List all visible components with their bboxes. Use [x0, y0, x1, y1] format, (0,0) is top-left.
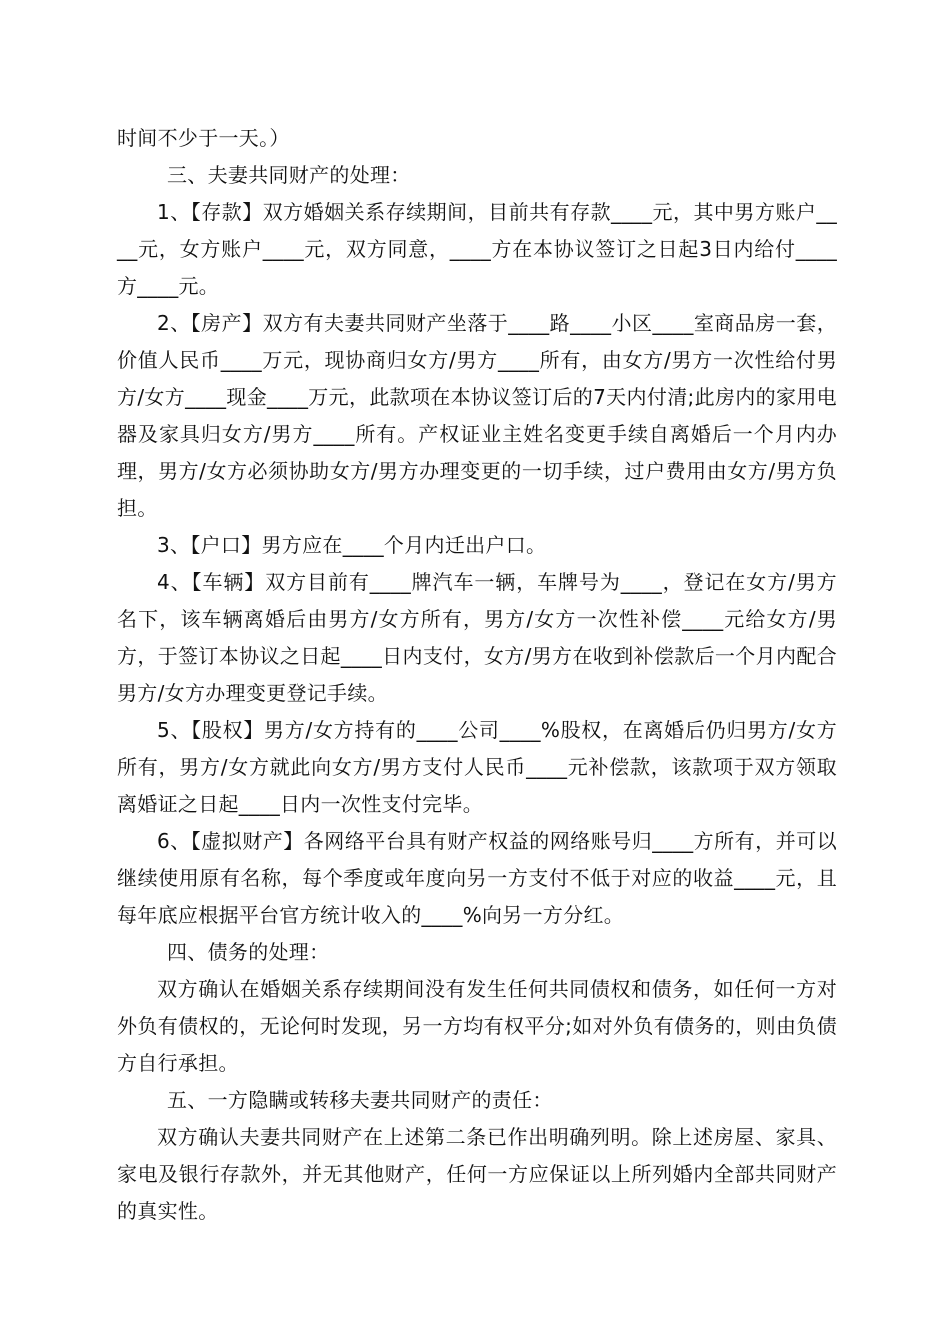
section-heading-liability: 五、一方隐瞒或转移夫妻共同财产的责任： [167, 1088, 553, 1112]
clause-household-registration: 3、【户口】男方应在____个月内迁出户口。 [157, 533, 547, 557]
clause-vehicle: 4、【车辆】双方目前有____牌汽车一辆，车牌号为____，登记在女方/男方名下，该车辆离婚后由男方/女方所有，男方/女方一次性补偿____元给女方/男方，于签订本协议之日起____日内支付，女方/男方在收到补偿款后一个月内配合男方/女方办理变更登记手续。 [117, 570, 837, 705]
paragraph-continuation: 时间不少于一天。） [117, 126, 290, 150]
clause-real-estate: 2、【房产】双方有夫妻共同财产坐落于____路____小区____室商品房一套，价值人民币____万元，现协商归女方/男方____所有，由女方/男方一次性给付男方/女方____现金____万元，此款项在本协议签订后的7天内付清;此房内的家用电器及家具归女方/男方____所有。产权证业主姓名变更手续自离婚后一个月内办理，男方/女方必须协助女方/男方办理变更的一切手续，过户费用由女方/男方负担。 [117, 311, 837, 520]
paragraph-liability: 双方确认夫妻共同财产在上述第二条已作出明确列明。除上述房屋、家具、家电及银行存款外，并无其他财产，任何一方应保证以上所列婚内全部共同财产的真实性。 [117, 1125, 837, 1223]
paragraph-debts: 双方确认在婚姻关系存续期间没有发生任何共同债权和债务，如任何一方对外负有债权的，无论何时发现，另一方均有权平分;如对外负有债务的，则由负债方自行承担。 [117, 977, 837, 1075]
clause-virtual-property: 6、【虚拟财产】各网络平台具有财产权益的网络账号归____方所有，并可以继续使用原有名称，每个季度或年度向另一方支付不低于对应的收益____元，且每年底应根据平台官方统计收入的____%向另一方分红。 [117, 829, 837, 927]
clause-deposits: 1、【存款】双方婚姻关系存续期间，目前共有存款____元，其中男方账户____元，女方账户____元，双方同意，____方在本协议签订之日起3日内给付____方____元。 [117, 200, 837, 298]
clause-equity: 5、【股权】男方/女方持有的____公司____%股权，在离婚后仍归男方/女方所有，男方/女方就此向女方/男方支付人民币____元补偿款，该款项于双方领取离婚证之日起____日内一次性支付完毕。 [117, 718, 837, 816]
section-heading-property: 三、夫妻共同财产的处理： [167, 163, 411, 187]
section-heading-debts: 四、债务的处理： [167, 940, 330, 964]
document-body [117, 120, 837, 1230]
